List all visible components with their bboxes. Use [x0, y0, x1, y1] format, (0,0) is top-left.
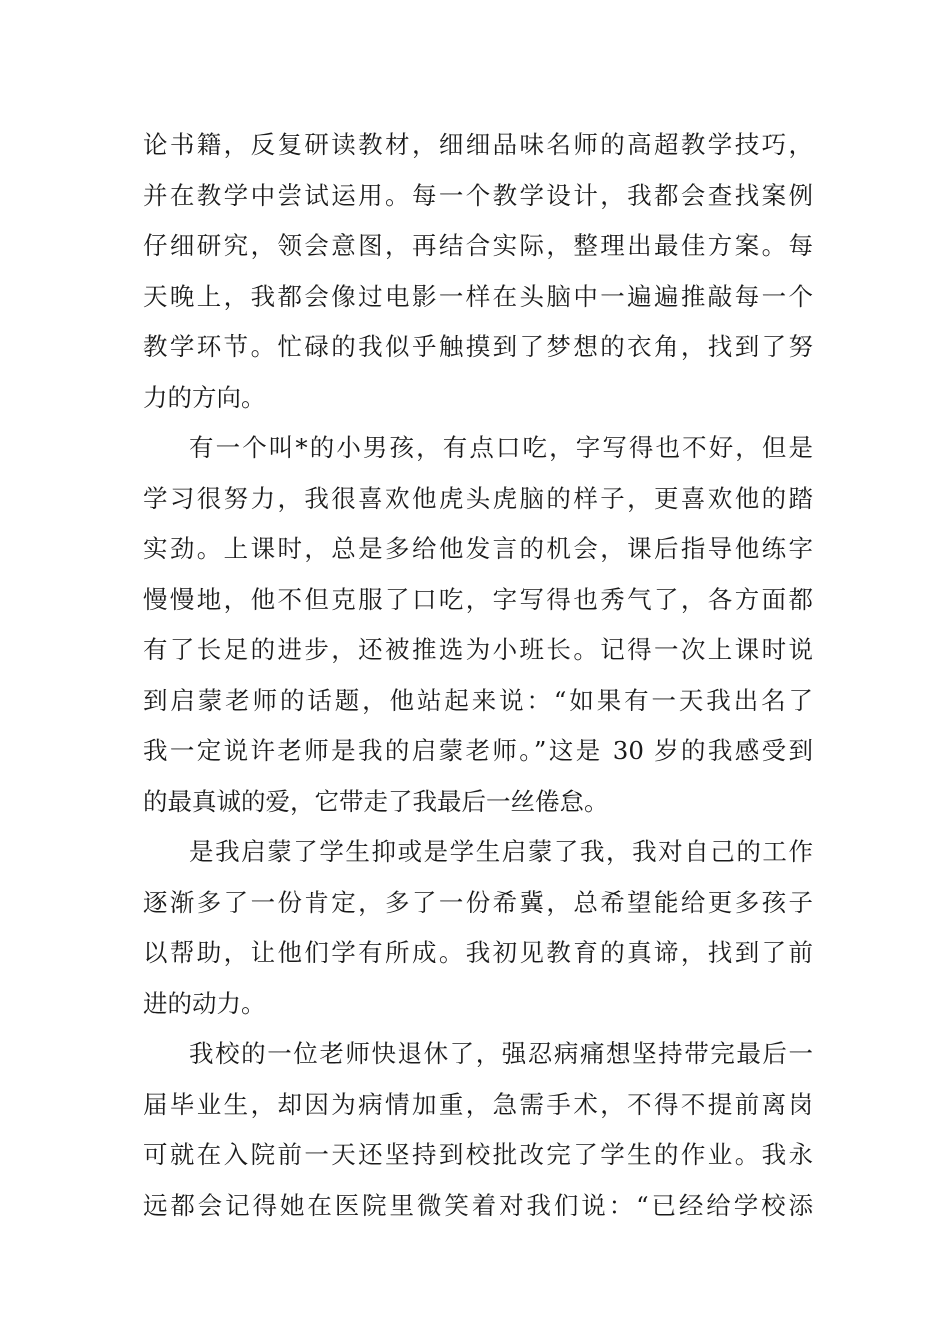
text-line: 实劲。上课时，总是多给他发言的机会，课后指导他练字	[143, 534, 813, 563]
text-line: 我一定说许老师是我的启蒙老师。”这是 30 岁的我感受到	[143, 736, 813, 765]
text-line: 我校的一位老师快退休了，强忍病痛想坚持带完最后一	[189, 1039, 813, 1068]
text-line: 的最真诚的爱，它带走了我最后一丝倦怠。	[143, 786, 609, 816]
text-line: 是我启蒙了学生抑或是学生启蒙了我，我对自己的工作	[189, 837, 813, 866]
text-line: 学习很努力，我很喜欢他虎头虎脑的样子，更喜欢他的踏	[143, 483, 813, 513]
body-text	[143, 120, 813, 1231]
text-line: 可就在入院前一天还坚持到校批改完了学生的作业。我永	[143, 1140, 813, 1169]
text-line: 到启蒙老师的话题，他站起来说：“如果有一天我出名了	[143, 685, 813, 715]
text-line: 力的方向。	[143, 382, 266, 412]
text-line: 逐渐多了一份肯定，多了一份希冀，总希望能给更多孩子	[143, 887, 813, 917]
text-line: 远都会记得她在医院里微笑着对我们说：“已经给学校添	[143, 1190, 813, 1220]
text-line: 慢慢地，他不但克服了口吃，字写得也秀气了，各方面都	[143, 584, 813, 614]
text-line: 有了长足的进步，还被推选为小班长。记得一次上课时说	[143, 635, 813, 664]
text-line: 以帮助，让他们学有所成。我初见教育的真谛，找到了前	[143, 938, 813, 967]
text-line: 届毕业生，却因为病情加重，急需手术，不得不提前离岗	[143, 1089, 813, 1119]
text-line: 仔细研究，领会意图，再结合实际，整理出最佳方案。每	[143, 231, 813, 260]
text-line: 教学环节。忙碌的我似乎触摸到了梦想的衣角，找到了努	[143, 332, 813, 361]
text-line: 进的动力。	[143, 988, 266, 1018]
text-line: 论书籍，反复研读教材，细细品味名师的高超教学技巧，	[143, 130, 813, 159]
text-line: 并在教学中尝试运用。每一个教学设计，我都会查找案例	[143, 180, 813, 210]
text-line: 天晚上，我都会像过电影一样在头脑中一遍遍推敲每一个	[143, 281, 813, 311]
text-line: 有一个叫*的小男孩，有点口吃，字写得也不好，但是	[189, 433, 813, 462]
